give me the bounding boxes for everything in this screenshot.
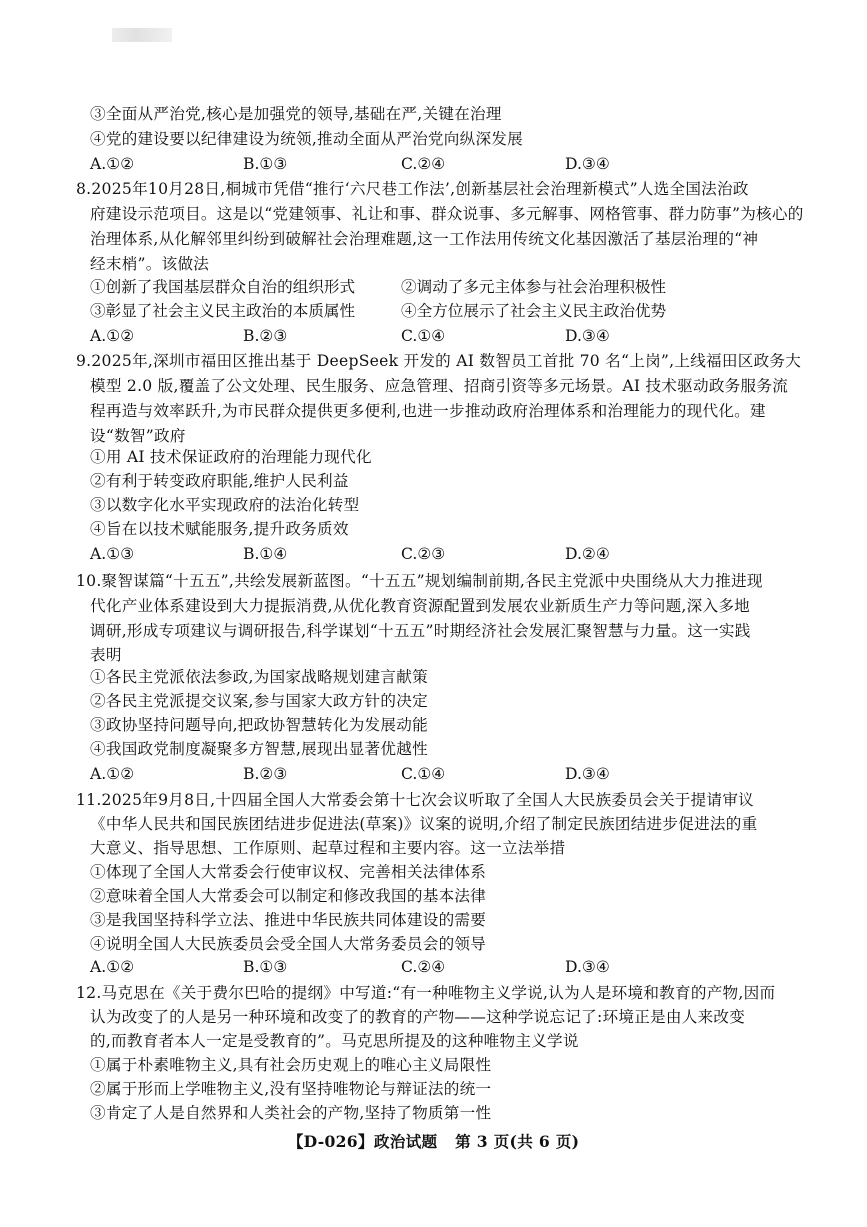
option-d: D.③④ [565,765,610,783]
q9-statement-4: ④旨在以技术赋能服务,提升政务质效 [90,520,349,538]
q11-statement-1: ①体现了全国人大常委会行使审议权、完善相关法律体系 [90,863,487,881]
option-c: C.①④ [401,765,446,783]
faded-header-mark [112,28,172,42]
q8-statement-4: ④全方位展示了社会主义民主政治优势 [401,302,667,320]
q8-statement-1: ①创新了我国基层群众自治的组织形式 [90,278,356,296]
q12-statement-1: ①属于朴素唯物主义,具有社会历史观上的唯心主义局限性 [90,1056,492,1074]
q12-statement-2: ②属于形而上学唯物主义,没有坚持唯物论与辩证法的统一 [90,1080,492,1098]
prev-options [90,152,867,176]
q9-stem-line-1: 9.2025年,深圳市福田区推出基于 DeepSeek 开发的 AI 数智员工首批 70 名“上岗”,上线福田区政务大 [76,352,802,370]
q10-stem-line-2: 代化产业体系建设到大力提振消费,从优化教育资源配置到发展农业新质生产力等问题,深入多地 [90,597,751,615]
q11-statement-3: ③是我国坚持科学立法、推进中华民族共同体建设的需要 [90,911,487,929]
q8-stem-line-1: 8.2025年10月28日,桐城市凭借“推行‘六尺巷工作法’,创新基层社会治理新模式”人选全国法治政 [76,180,749,198]
q8-statement-3: ③彰显了社会主义民主政治的本质属性 [90,302,356,320]
option-d: D.③④ [565,958,610,976]
q10-options [90,762,867,786]
option-a: A.①② [90,155,135,173]
option-d: D.③④ [565,327,610,345]
q10-stem-line-3: 调研,形成专项建议与调研报告,科学谋划“十五五”时期经济社会发展汇聚智慧与力量。这一实践 [90,622,751,640]
q11-stem-line-2: 《中华人民共和国民族团结进步促进法(草案)》议案的说明,介绍了制定民族团结进步促进法的重 [90,815,758,833]
q10-statement-4: ④我国政党制度凝聚多方智慧,展现出显著优越性 [90,740,428,758]
q10-stem-line-1: 10.聚智谋篇“十五五”,共绘发展新蓝图。“十五五”规划编制前期,各民主党派中央围绕从大力推进现 [76,572,763,590]
q8-options [90,324,867,348]
q11-stem-line-1: 11.2025年9月8日,十四届全国人大常委会第十七次会议听取了全国人大民族委员会关于提请审议 [76,791,755,809]
q9-stem-line-4: 设“数智”政府 [90,427,186,445]
option-b: B.①④ [243,545,288,563]
q8-stem-line-3: 治理体系,从化解邻里纠纷到破解社会治理难题,这一工作法用传统文化基因激活了基层治理的“神 [90,230,759,248]
option-a: A.①② [90,765,135,783]
exam-code: 【D-026】政治试题 [287,1132,438,1151]
q8-stem-line-2: 府建设示范项目。这是以“党建领事、礼让和事、群众说事、多元解事、网格管事、群力防事”为核心的 [90,205,804,223]
option-d: D.③④ [565,155,610,173]
option-b: B.②③ [243,765,288,783]
option-b: B.①③ [243,958,288,976]
q12-stem-line-2: 认为改变了的人是另一种环境和改变了的教育的产物——这种学说忘记了:环境正是由人来改变 [90,1008,746,1026]
option-d: D.②④ [565,545,610,563]
option-a: A.①③ [90,545,135,563]
q10-statement-3: ③政协坚持问题导向,把政协智慧转化为发展动能 [90,716,428,734]
q9-stem-line-2: 模型 2.0 版,覆盖了公文处理、民生服务、应急管理、招商引资等多元场景。AI 技术驱动政务服务流 [90,377,789,395]
q12-statement-3: ③肯定了人是自然界和人类社会的产物,坚持了物质第一性 [90,1104,492,1122]
q11-options [90,955,867,979]
option-a: A.①② [90,958,135,976]
q8-statement-2: ②调动了多元主体参与社会治理积极性 [401,278,667,296]
q9-statement-1: ①用 AI 技术保证政府的治理能力现代化 [90,448,372,466]
q11-statement-2: ②意味着全国人大常委会可以制定和修改我国的基本法律 [90,887,487,905]
prev-statement-3: ③全面从严治党,核心是加强党的领导,基础在严,关键在治理 [90,105,502,123]
option-c: C.②④ [401,155,446,173]
option-b: B.①③ [243,155,288,173]
q9-statement-3: ③以数字化水平实现政府的法治化转型 [90,496,360,514]
q10-statement-2: ②各民主党派提交议案,参与国家大政方针的决定 [90,692,428,710]
q11-stem-line-3: 大意义、指导思想、工作原则、起草过程和主要内容。这一立法举措 [90,839,566,857]
q9-statement-2: ②有利于转变政府职能,维护人民利益 [90,472,349,490]
prev-statement-4: ④党的建设要以纪律建设为统领,推动全面从严治党向纵深发展 [90,130,523,148]
q8-stem-line-4: 经末梢”。该做法 [90,255,210,273]
q11-statement-4: ④说明全国人大民族委员会受全国人大常务委员会的领导 [90,935,487,953]
q12-stem-line-3: 的,而教育者本人一定是受教育的”。马克思所提及的这种唯物主义学说 [90,1032,579,1050]
option-c: C.②④ [401,958,446,976]
q10-stem-line-4: 表明 [90,646,122,664]
page-number: 第 3 页(共 6 页) [455,1132,580,1151]
q12-stem-line-1: 12.马克思在《关于费尔巴哈的提纲》中写道:“有一种唯物主义学说,认为人是环境和教育的产物,因而 [76,984,776,1002]
q9-stem-line-3: 程再造与效率跃升,为市民群众提供更多便利,也进一步推动政府治理体系和治理能力的现代化。建 [90,402,766,420]
option-b: B.②③ [243,327,288,345]
option-a: A.①② [90,327,135,345]
q9-options [90,542,867,566]
option-c: C.②③ [401,545,446,563]
q10-statement-1: ①各民主党派依法参政,为国家战略规划建言献策 [90,668,428,686]
option-c: C.①④ [401,327,446,345]
page-footer [0,1130,867,1152]
